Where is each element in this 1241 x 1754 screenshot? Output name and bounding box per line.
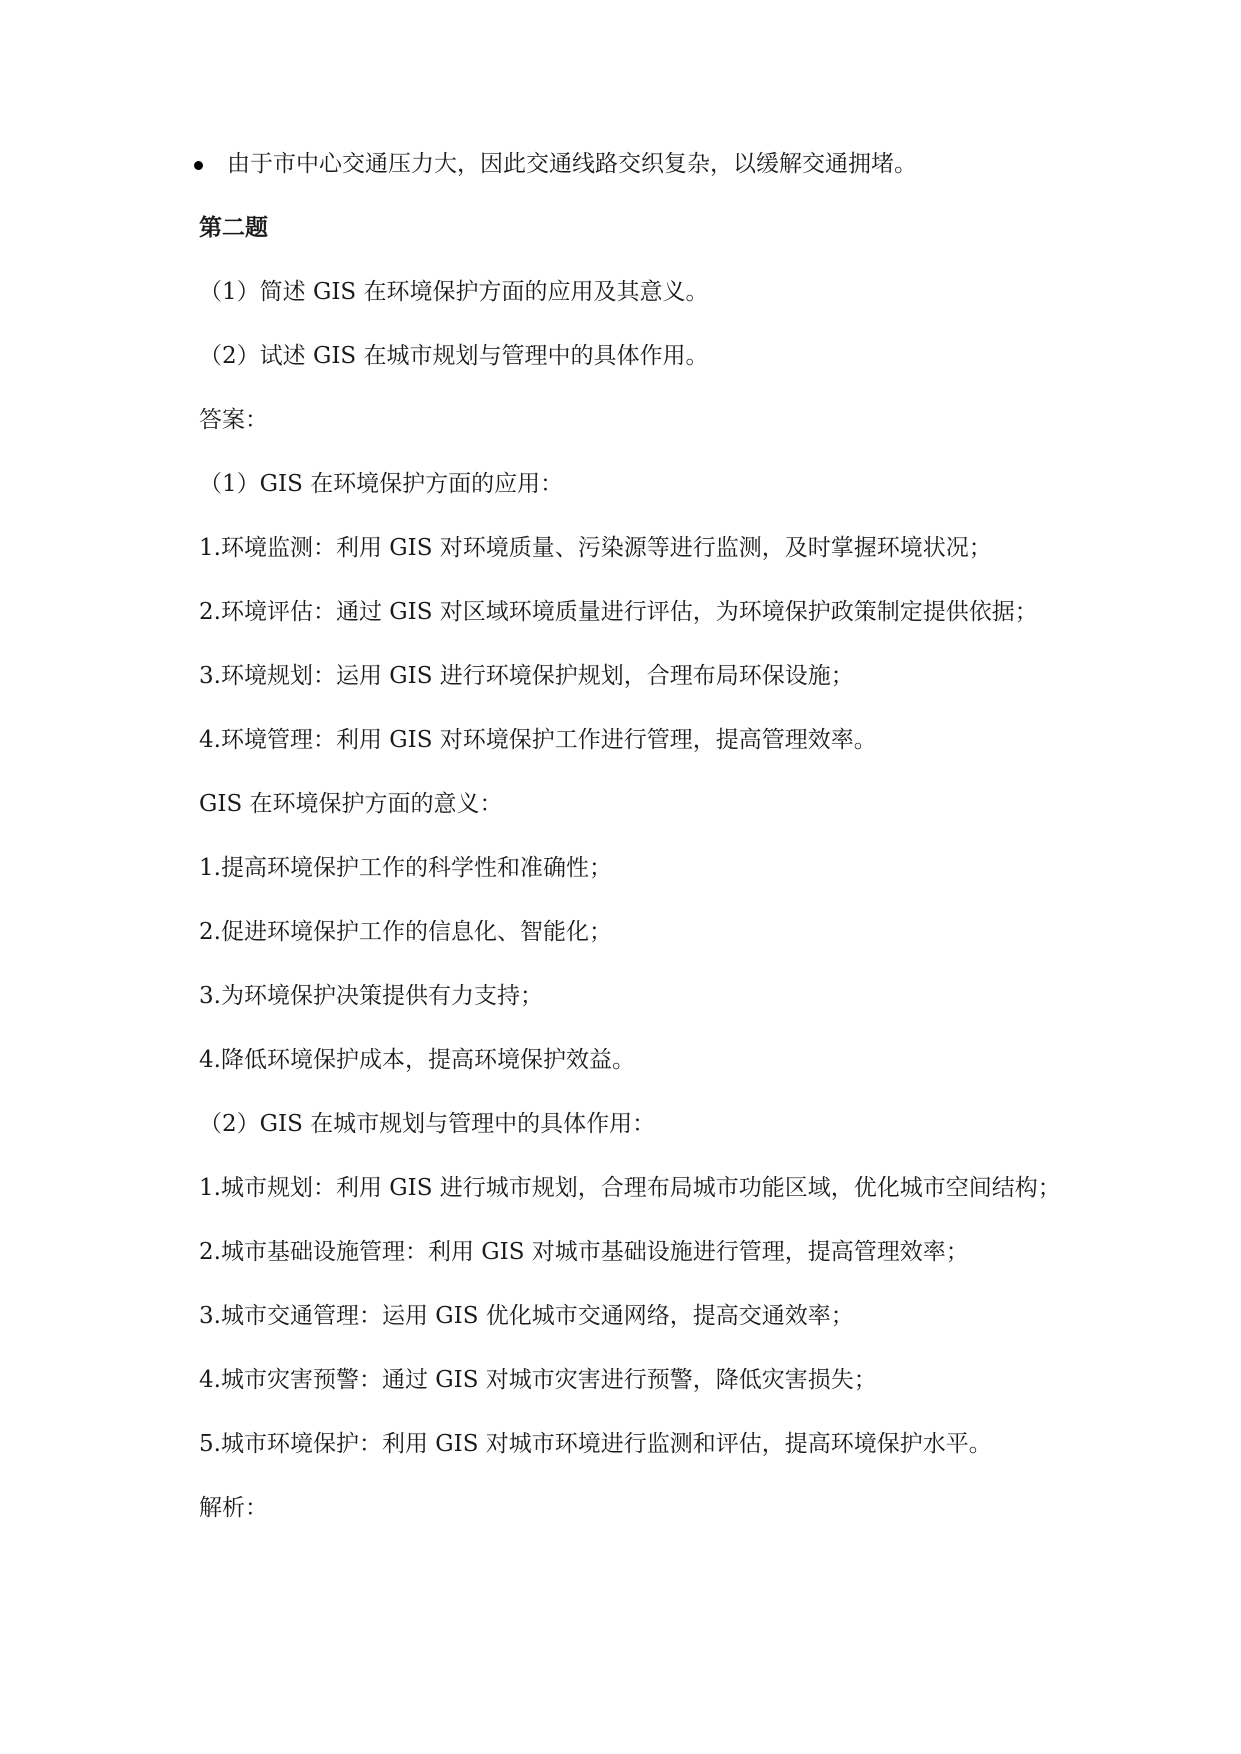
significance-heading: GIS 在环境保护方面的意义： [199,791,503,817]
part2-item: 3.城市交通管理：运用 GIS 优化城市交通网络，提高交通效率； [199,1303,854,1329]
part2-heading: （2）GIS 在城市规划与管理中的具体作用： [199,1111,656,1137]
part2-item: 5.城市环境保护：利用 GIS 对城市环境进行监测和评估，提高环境保护水平。 [199,1431,992,1457]
part1-item: 1.环境监测：利用 GIS 对环境质量、污染源等进行监测，及时掌握环境状况； [199,535,992,561]
part1-item: 3.环境规划：运用 GIS 进行环境保护规划，合理布局环保设施； [199,663,854,689]
analysis-label: 解析： [199,1495,268,1521]
significance-item: 2.促进环境保护工作的信息化、智能化； [199,919,612,945]
part2-item: 2.城市基础设施管理：利用 GIS 对城市基础设施进行管理，提高管理效率； [199,1239,969,1265]
bullet-list-item [227,148,1159,180]
bullet-text: 由于市中心交通压力大，因此交通线路交织复杂，以缓解交通拥堵。 [227,151,917,177]
section-title: 第二题 [199,214,268,241]
bullet-dot-icon [194,161,203,170]
significance-item: 4.降低环境保护成本，提高环境保护效益。 [199,1047,635,1073]
part1-item: 2.环境评估：通过 GIS 对区域环境质量进行评估，为环境保护政策制定提供依据； [199,599,1038,625]
part1-item: 4.环境管理：利用 GIS 对环境保护工作进行管理，提高管理效率。 [199,727,877,753]
question-2: （2）试述 GIS 在城市规划与管理中的具体作用。 [199,343,709,369]
answer-label: 答案： [199,407,268,433]
part2-item: 1.城市规划：利用 GIS 进行城市规划，合理布局城市功能区域，优化城市空间结构； [199,1175,1061,1201]
significance-item: 1.提高环境保护工作的科学性和准确性； [199,855,612,881]
part2-item: 4.城市灾害预警：通过 GIS 对城市灾害进行预警，降低灾害损失； [199,1367,877,1393]
document-content [199,148,1159,1556]
part1-heading: （1）GIS 在环境保护方面的应用： [199,471,564,497]
significance-item: 3.为环境保护决策提供有力支持； [199,983,543,1009]
question-1: （1）简述 GIS 在环境保护方面的应用及其意义。 [199,279,709,305]
